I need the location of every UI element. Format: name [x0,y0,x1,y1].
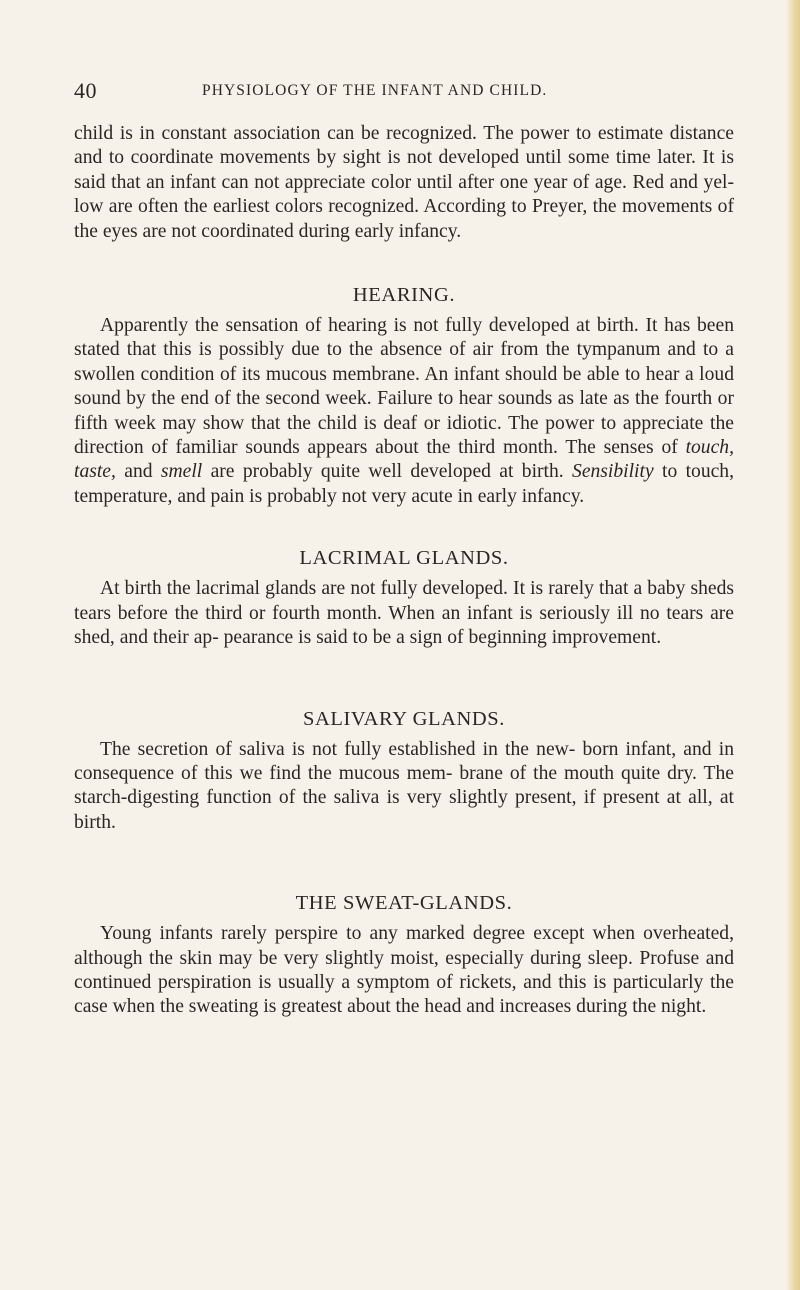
book-page [74,78,734,1020]
heading-salivary-glands: SALIVARY GLANDS. [302,707,506,730]
hearing-paragraph [74,314,734,509]
hearing-text-d: to touch, temperature, and pain is probably not very acute in early infancy. [74,461,735,507]
hearing-em-smell: smell [160,461,203,483]
hearing-em-sensibility: Sensibility [572,461,654,483]
running-header [74,78,734,106]
heading-sweat-glands: THE SWEAT-GLANDS. [295,892,513,915]
hearing-text-a: Apparently the sensation of hearing is not fully developed at birth. It has been stated that this is possibly due to the absence of air from the tympanum and to a swollen condition of its mucous membrane. An infant should be able to hear a loud sound by the end of the second week. Failure to hear sounds as late as the fourth or fifth week may show that the child is deaf or idiotic. The power to appreciate the direction of familiar sounds appears about the third month. The senses of [74,315,734,459]
heading-lacrimal-glands: LACRIMAL GLANDS. [299,547,509,570]
intro-paragraph: child is in constant association can be recognized. The power to estimate distance and to coordinate movements by sight is not developed until some time later. It is said that an infant can not appreciate color until after one year of age. Red and yel- low are often the earliest colors recognized. According to Preyer, the movements of the eyes are not coordinated during early infancy. [74,123,734,242]
page-edge-shading [786,0,800,1290]
sweat-paragraph: Young infants rarely perspire to any marked degree except when overheated, although the skin may be very slightly moist, especially during sleep. Profuse and continued perspiration is usually a symptom of rickets, and this is particularly the case when the sweating is greatest about the head and increases during the night. [74,923,734,1018]
page-number: 40 [74,78,97,103]
hearing-em-touch-taste: touch, taste, [74,437,734,483]
salivary-paragraph: The secretion of saliva is not fully established in the new- born infant, and in consequence of this we find the mucous mem- brane of the mouth quite dry. The starch-digesting function of the saliva is very slightly present, if present at all, at birth. [74,738,734,833]
hearing-text-b: and [115,461,161,483]
lacrimal-paragraph: At birth the lacrimal glands are not fully developed. It is rarely that a baby sheds tears before the third or fourth month. When an infant is seriously ill no tears are shed, and their ap- pearance is said to be a sign of beginning improvement. [74,578,734,649]
heading-hearing: HEARING. [352,284,456,307]
running-title: PHYSIOLOGY OF THE INFANT AND CHILD. [202,82,548,99]
hearing-text-c: are probably quite well developed at birth. [202,461,573,483]
